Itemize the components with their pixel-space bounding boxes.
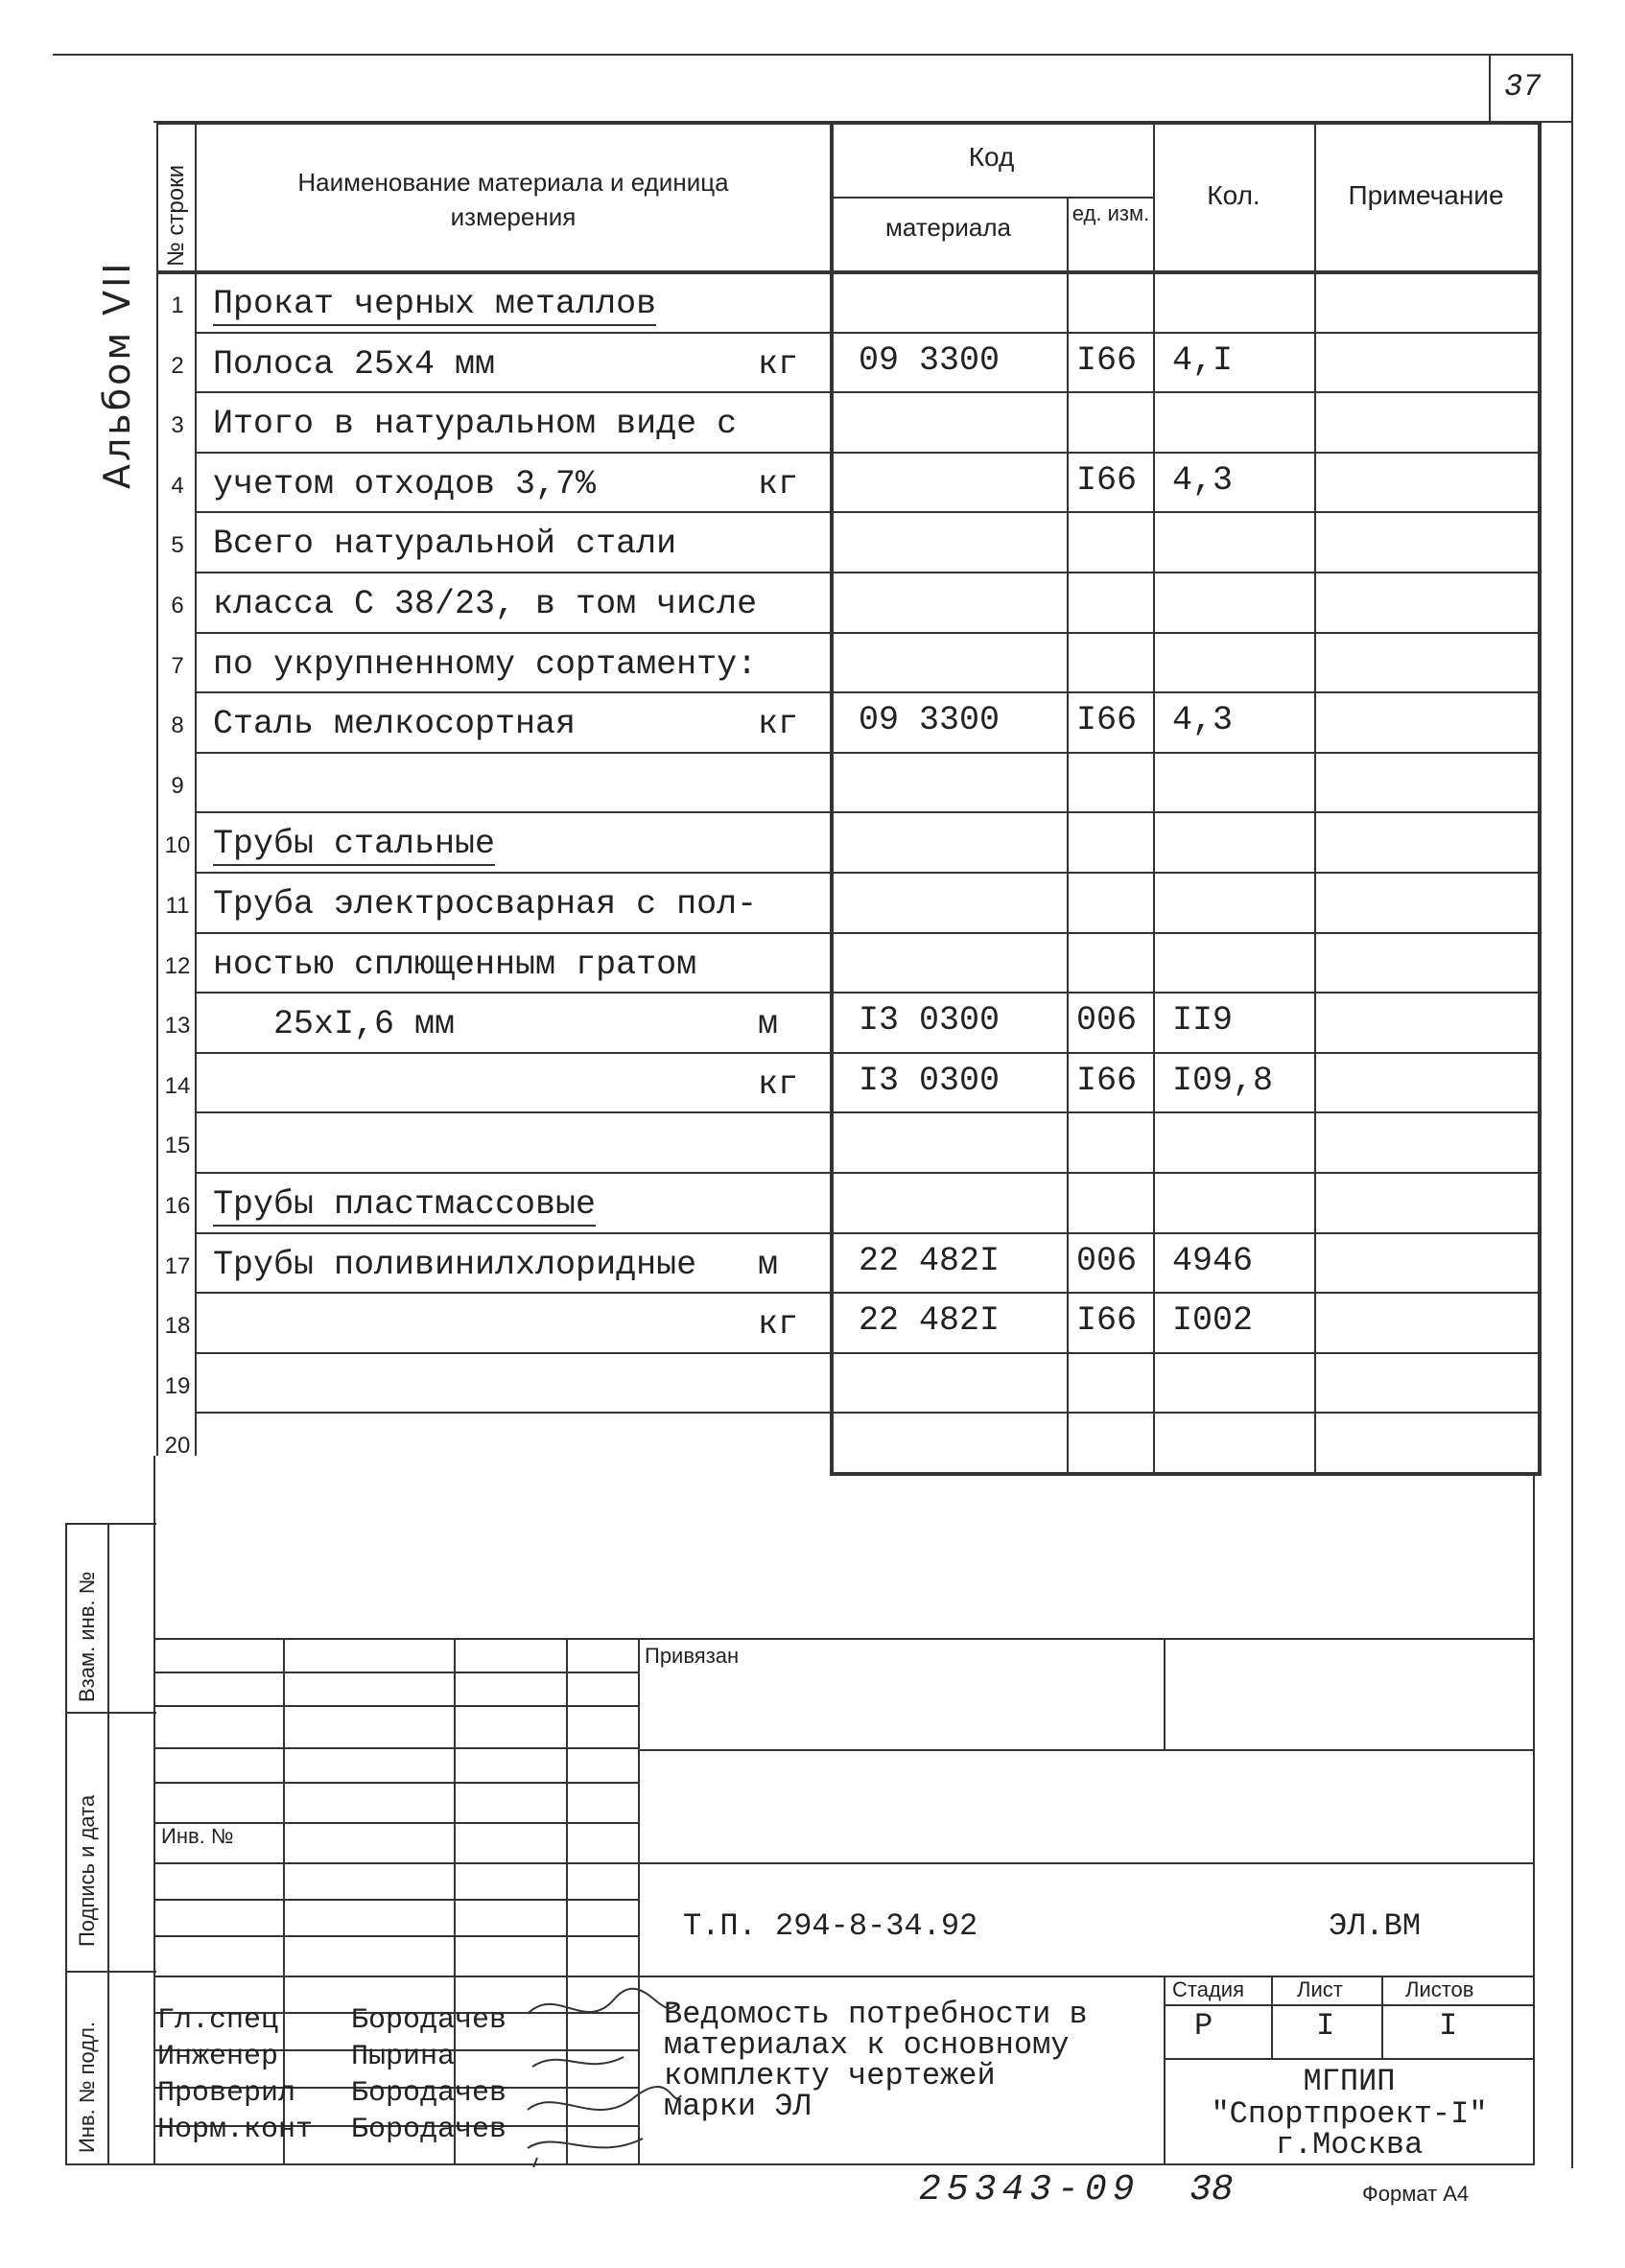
- sig-grid-line: [153, 1935, 638, 1937]
- row-number: 17: [164, 1252, 191, 1279]
- row-name: Сталь мелкосортная: [213, 705, 577, 744]
- top-border-line: [53, 54, 1573, 56]
- doc-title-line4: марки ЭЛ: [664, 2089, 812, 2124]
- row-unit-code: I66: [1076, 701, 1138, 740]
- page-number-box-line: [1489, 54, 1491, 121]
- row-number: 14: [164, 1072, 191, 1099]
- signature-marks: [518, 1976, 691, 2167]
- row-number: 18: [164, 1313, 191, 1340]
- row-number: 13: [164, 1013, 191, 1040]
- sheets-value: I: [1439, 2008, 1458, 2044]
- row-qty: I09,8: [1172, 1061, 1274, 1100]
- table-row: [0, 934, 1625, 994]
- table-row: [0, 393, 1625, 454]
- table-row: [0, 1234, 1625, 1295]
- row-number: 4: [171, 472, 184, 499]
- side-stamp-top: [65, 1523, 156, 1525]
- table-row: [0, 334, 1625, 394]
- row-material-code: I3 0300: [859, 1061, 1001, 1100]
- row-number: 12: [164, 952, 191, 979]
- doc-title-line1: Ведомость потребности в: [664, 1997, 1088, 2032]
- row-name: Прокат черных металлов: [213, 285, 656, 326]
- table-row: [0, 1113, 1625, 1174]
- signer-role: Инженер: [157, 2041, 279, 2073]
- row-number: 16: [164, 1193, 191, 1219]
- row-qty: I002: [1172, 1301, 1254, 1341]
- row-unit-code: 006: [1076, 1241, 1138, 1280]
- header-code-unit: ед. изм.: [1072, 201, 1150, 225]
- doc-code-top: [638, 1862, 1535, 1864]
- sig-grid-line: [153, 1705, 638, 1707]
- row-number: 15: [164, 1133, 191, 1159]
- side-stamp-div2: [65, 1971, 156, 1973]
- sig-grid-line: [153, 1899, 638, 1901]
- row-name: по укрупненному сортаменту:: [213, 644, 758, 684]
- sig-grid-line: [153, 1862, 638, 1864]
- lower-frame-left: [153, 1456, 155, 2165]
- row-number: 5: [171, 532, 184, 559]
- row-name: Труба электросварная с пол-: [213, 885, 758, 924]
- side-stamp-left-line: [65, 1523, 67, 2165]
- privyazan-divider: [1164, 1638, 1166, 1749]
- table-row: [0, 1414, 1625, 1474]
- row-unit: кг: [758, 344, 799, 384]
- table-row: [0, 634, 1625, 694]
- row-unit: кг: [758, 1305, 799, 1344]
- page-number: 37: [1504, 69, 1542, 105]
- doc-mark: ЭЛ.ВМ: [1329, 1908, 1422, 1944]
- stage-value: Р: [1194, 2008, 1213, 2044]
- row-name: ностью сплющенным гратом: [213, 945, 697, 984]
- signer-name: Бородачев: [351, 2004, 507, 2037]
- title-block-bottom: [153, 2163, 1535, 2165]
- row-number: 19: [164, 1372, 191, 1399]
- header-code-material: материала: [885, 213, 1011, 242]
- row-unit: м: [758, 1005, 779, 1044]
- table-row: [0, 1054, 1625, 1114]
- row-name: 25хI,6 мм: [273, 1005, 456, 1044]
- row-name: Трубы поливинилхлоридные: [213, 1245, 697, 1284]
- side-vzam-inv: Взам. инв. №: [75, 1571, 99, 1702]
- table-row: [0, 754, 1625, 814]
- table-row: [0, 273, 1625, 334]
- header-qty: Кол.: [1207, 180, 1260, 210]
- row-number: 9: [171, 772, 184, 799]
- row-material-code: 09 3300: [859, 340, 1001, 380]
- org-line2: "Спортпроект-I": [1211, 2096, 1488, 2132]
- sheet-label: Лист: [1297, 1977, 1343, 2001]
- stage-label: Стадия: [1172, 1977, 1244, 2001]
- row-number: 7: [171, 652, 184, 679]
- table-row: [0, 454, 1625, 514]
- signer-name: Бородачев: [351, 2077, 507, 2110]
- doc-title-line2: материалах к основному: [664, 2027, 1070, 2063]
- sheets-label: Листов: [1405, 1977, 1474, 2001]
- privyazan-bottom: [638, 1749, 1535, 1751]
- table-row: [0, 573, 1625, 634]
- bottom-page: 38: [1189, 2169, 1234, 2210]
- row-material-code: 22 482I: [859, 1241, 1001, 1280]
- row-number: 2: [171, 352, 184, 379]
- row-material-code: 22 482I: [859, 1301, 1001, 1341]
- row-name: Всего натуральной стали: [213, 525, 677, 564]
- signer-role: Проверил: [157, 2077, 296, 2110]
- doc-code: Т.П. 294-8-34.92: [683, 1908, 978, 1944]
- format-label: Формат А4: [1362, 2182, 1470, 2206]
- row-unit: кг: [758, 705, 799, 744]
- row-unit-code: I66: [1076, 1061, 1138, 1100]
- table-row: [0, 1294, 1625, 1354]
- lower-frame-right: [1533, 1475, 1535, 2165]
- table-row: [0, 1354, 1625, 1415]
- side-stamp-div1: [65, 1712, 156, 1714]
- sheet-value: I: [1316, 2008, 1335, 2044]
- sig-grid-line: [153, 1747, 638, 1749]
- row-unit: кг: [758, 464, 799, 503]
- header-row-no: № строки: [163, 164, 189, 267]
- title-block-top: [153, 1638, 1535, 1640]
- row-unit-code: I66: [1076, 460, 1138, 500]
- org-line3: г.Москва: [1275, 2127, 1424, 2163]
- signer-name: Бородачев: [351, 2114, 507, 2146]
- table-row: [0, 813, 1625, 874]
- doc-code-bottom: [638, 1976, 1535, 1977]
- stage-col-1: [1271, 1976, 1273, 2058]
- signer-role: Гл.спец: [157, 2004, 279, 2037]
- row-material-code: I3 0300: [859, 1001, 1001, 1040]
- row-name: Полоса 25х4 мм: [213, 344, 496, 384]
- header-note: Примечание: [1348, 180, 1504, 210]
- sig-grid-line: [153, 1782, 638, 1784]
- row-name: учетом отходов 3,7%: [213, 464, 597, 503]
- row-qty: 4,3: [1172, 701, 1234, 740]
- row-unit-code: I66: [1076, 340, 1138, 380]
- row-number: 3: [171, 412, 184, 439]
- privyazan-label: Привязан: [645, 1644, 740, 1668]
- row-material-code: 09 3300: [859, 701, 1001, 740]
- header-code: Код: [968, 142, 1015, 172]
- side-inv-podl: Инв. № подл.: [75, 2021, 99, 2153]
- header-name: Наименование материала и единица измерения: [297, 168, 729, 231]
- row-name: класса С 38/23, в том числе: [213, 585, 758, 623]
- table-row: [0, 693, 1625, 754]
- row-qty: 4,I: [1172, 340, 1234, 380]
- side-stamp-right-line: [107, 1523, 109, 2165]
- row-qty: II9: [1172, 1001, 1234, 1040]
- album-label: Альбом VII: [96, 260, 138, 489]
- table-top-line: [156, 123, 1538, 125]
- row-name: Трубы пластмассовые: [213, 1185, 596, 1227]
- row-number: 10: [164, 832, 191, 859]
- side-stamp-bottom: [65, 2163, 156, 2165]
- row-number: 1: [171, 292, 184, 318]
- row-unit: кг: [758, 1064, 799, 1104]
- code-header-divider: [830, 197, 1153, 199]
- row-qty: 4,3: [1172, 460, 1234, 500]
- row-unit-code: I66: [1076, 1301, 1138, 1341]
- stage-value-line: [1164, 2058, 1535, 2060]
- row-number: 8: [171, 713, 184, 739]
- row-unit-code: 006: [1076, 1001, 1138, 1040]
- row-name: Трубы стальные: [213, 825, 495, 866]
- table-row: [0, 994, 1625, 1054]
- bottom-number: 25343-09: [919, 2169, 1141, 2210]
- row-number: 20: [164, 1433, 191, 1460]
- side-podpis-data: Подпись и дата: [75, 1794, 99, 1947]
- row-name: Итого в натуральном виде с: [213, 405, 738, 444]
- row-number: 11: [165, 893, 190, 919]
- table-row: [0, 513, 1625, 573]
- stage-label-line: [1164, 2004, 1535, 2006]
- row-unit: м: [758, 1245, 779, 1284]
- inv-no-label: Инв. №: [161, 1824, 239, 1849]
- signer-role: Норм.конт: [157, 2114, 314, 2146]
- row-number: 6: [171, 593, 184, 619]
- sig-grid-line: [153, 1672, 638, 1673]
- signer-name: Пырина: [351, 2041, 456, 2073]
- row-qty: 4946: [1172, 1241, 1254, 1280]
- stage-col-2: [1381, 1976, 1383, 2058]
- org-line1: МГПИП: [1303, 2064, 1396, 2099]
- table-row: [0, 1174, 1625, 1234]
- table-row: [0, 874, 1625, 934]
- doc-title-line3: комплекту чертежей: [664, 2058, 996, 2093]
